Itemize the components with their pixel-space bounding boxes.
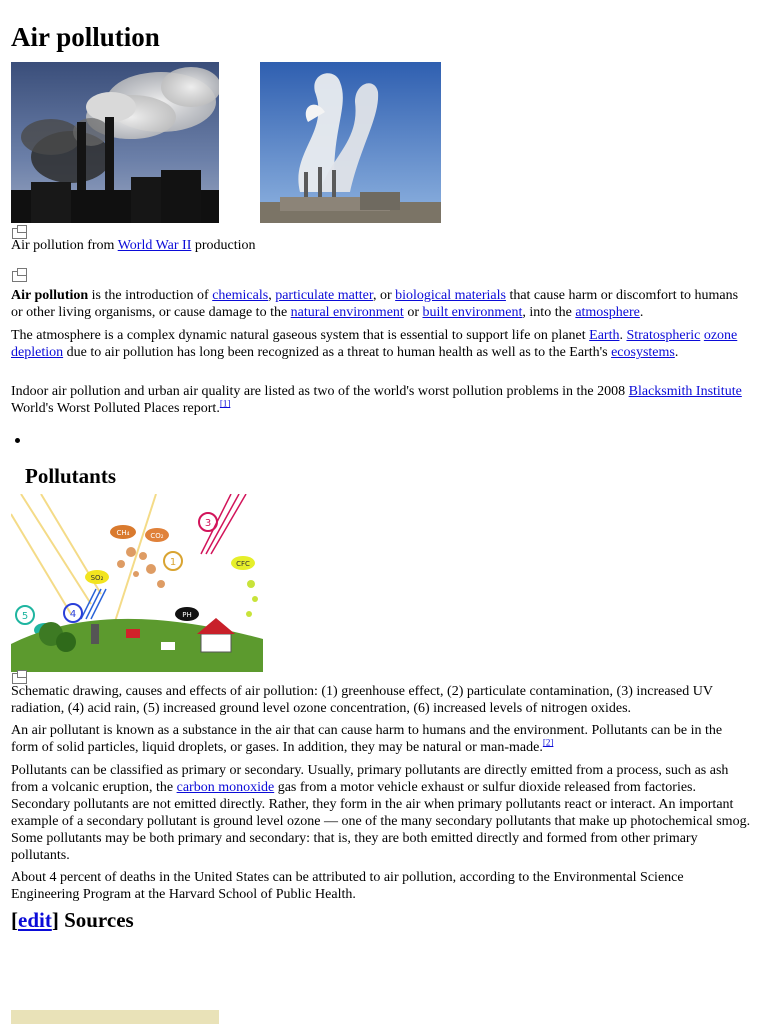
link-earth[interactable]: Earth bbox=[589, 328, 620, 343]
section-heading-sources: [edit] Sources bbox=[11, 908, 134, 932]
label-number-3: 3 bbox=[204, 518, 212, 529]
label-number-5: 5 bbox=[21, 611, 29, 622]
link-chemicals[interactable]: chemicals bbox=[212, 288, 269, 303]
link-carbon-monoxide[interactable]: carbon monoxide bbox=[176, 780, 275, 795]
pollutants-paragraph-1: An air pollutant is known as a substance in the air that can cause harm to humans and the environment. Pollutants can be in the form of solid particles, liquid droplets, or gases. In addition, they may be natural or man-made.[2] bbox=[11, 723, 723, 755]
link-world-war-ii[interactable]: World War II bbox=[117, 238, 192, 253]
label-number-1: 1 bbox=[169, 557, 177, 568]
sources-image-partial[interactable] bbox=[11, 1010, 219, 1024]
link-ozone-depletion[interactable]: ozone depletion bbox=[11, 328, 738, 360]
label-ph: PH bbox=[182, 611, 192, 619]
edit-section-link[interactable]: edit bbox=[18, 908, 52, 932]
link-stratospheric[interactable]: Stratospheric bbox=[626, 328, 701, 343]
label-ch4: CH₄ bbox=[116, 529, 130, 537]
link-natural-environment[interactable]: natural environment bbox=[290, 305, 404, 320]
page-title: Air pollution bbox=[11, 22, 160, 52]
intro-paragraph-1: Air pollution is the introduction of chemicals, particulate matter, or biological materials that cause harm or discomfort to humans or other living organisms, or cause damage to the natural environment or built environment, into the atmosphere. bbox=[11, 288, 739, 320]
link-ecosystems[interactable]: ecosystems bbox=[611, 345, 675, 360]
pollutants-paragraph-3: About 4 percent of deaths in the United States can be attributed to air pollution, according to the Environmental Science Engineering Program at the Harvard School of Public Health. bbox=[11, 870, 684, 902]
reference-link-1[interactable]: [1] bbox=[219, 398, 231, 409]
link-blacksmith-institute[interactable]: Blacksmith Institute bbox=[628, 384, 742, 399]
pollutants-paragraph-2: Pollutants can be classified as primary or secondary. Usually, primary pollutants are directly emitted from a process, such as ash from a volcanic eruption, the carbon monoxide gas from a motor vehicle exhaust or sulfur dioxide released from factories. Secondary pollutants are not emitted directly. Rather, they form in the air when primary pollutants react or interact. An important example of a secondary pollutant is ground level ozone — one of the many secondary pollutants that make up photochemical smog. Some pollutants may be both primary and secondary: that is, they are both emitted directly and formed from other primary pollutants. bbox=[11, 763, 751, 863]
link-particulate-matter[interactable]: particulate matter bbox=[275, 288, 373, 303]
label-number-4: 4 bbox=[69, 609, 77, 620]
enlarge-icon[interactable] bbox=[12, 271, 27, 282]
ww2-smokestacks-image[interactable] bbox=[11, 62, 219, 223]
link-biological-materials[interactable]: biological materials bbox=[395, 288, 506, 303]
label-cfc: CFC bbox=[236, 560, 250, 568]
intro-paragraph-2: The atmosphere is a complex dynamic natural gaseous system that is essential to support life on planet Earth. Stratospheric ozone depletion due to air pollution has long been recognized as a threat to human health as well as to the Earth's ecosystems. bbox=[11, 328, 738, 360]
figure-caption-ww2: Air pollution from World War II production bbox=[11, 238, 256, 253]
label-so2: SO₂ bbox=[90, 574, 104, 582]
section-heading-pollutants: Pollutants bbox=[25, 464, 117, 488]
link-atmosphere[interactable]: atmosphere bbox=[575, 305, 640, 320]
power-plant-emissions-image[interactable] bbox=[260, 62, 441, 223]
list-bullet bbox=[15, 438, 20, 443]
reference-link-2[interactable]: [2] bbox=[542, 737, 554, 748]
link-built-environment[interactable]: built environment bbox=[422, 305, 523, 320]
schematic-caption: Schematic drawing, causes and effects of air pollution: (1) greenhouse effect, (2) particulate contamination, (3) increased UV radiation, (4) acid rain, (5) increased ground level ozone concentration, (6) increased levels of nitrogen oxides. bbox=[11, 684, 713, 716]
pollution-schematic-image[interactable] bbox=[11, 494, 263, 672]
label-co2: CO₂ bbox=[150, 532, 164, 540]
intro-paragraph-3: Indoor air pollution and urban air quality are listed as two of the world's worst pollution problems in the 2008 Blacksmith Institute World's Worst Polluted Places report.[1] bbox=[11, 384, 742, 416]
